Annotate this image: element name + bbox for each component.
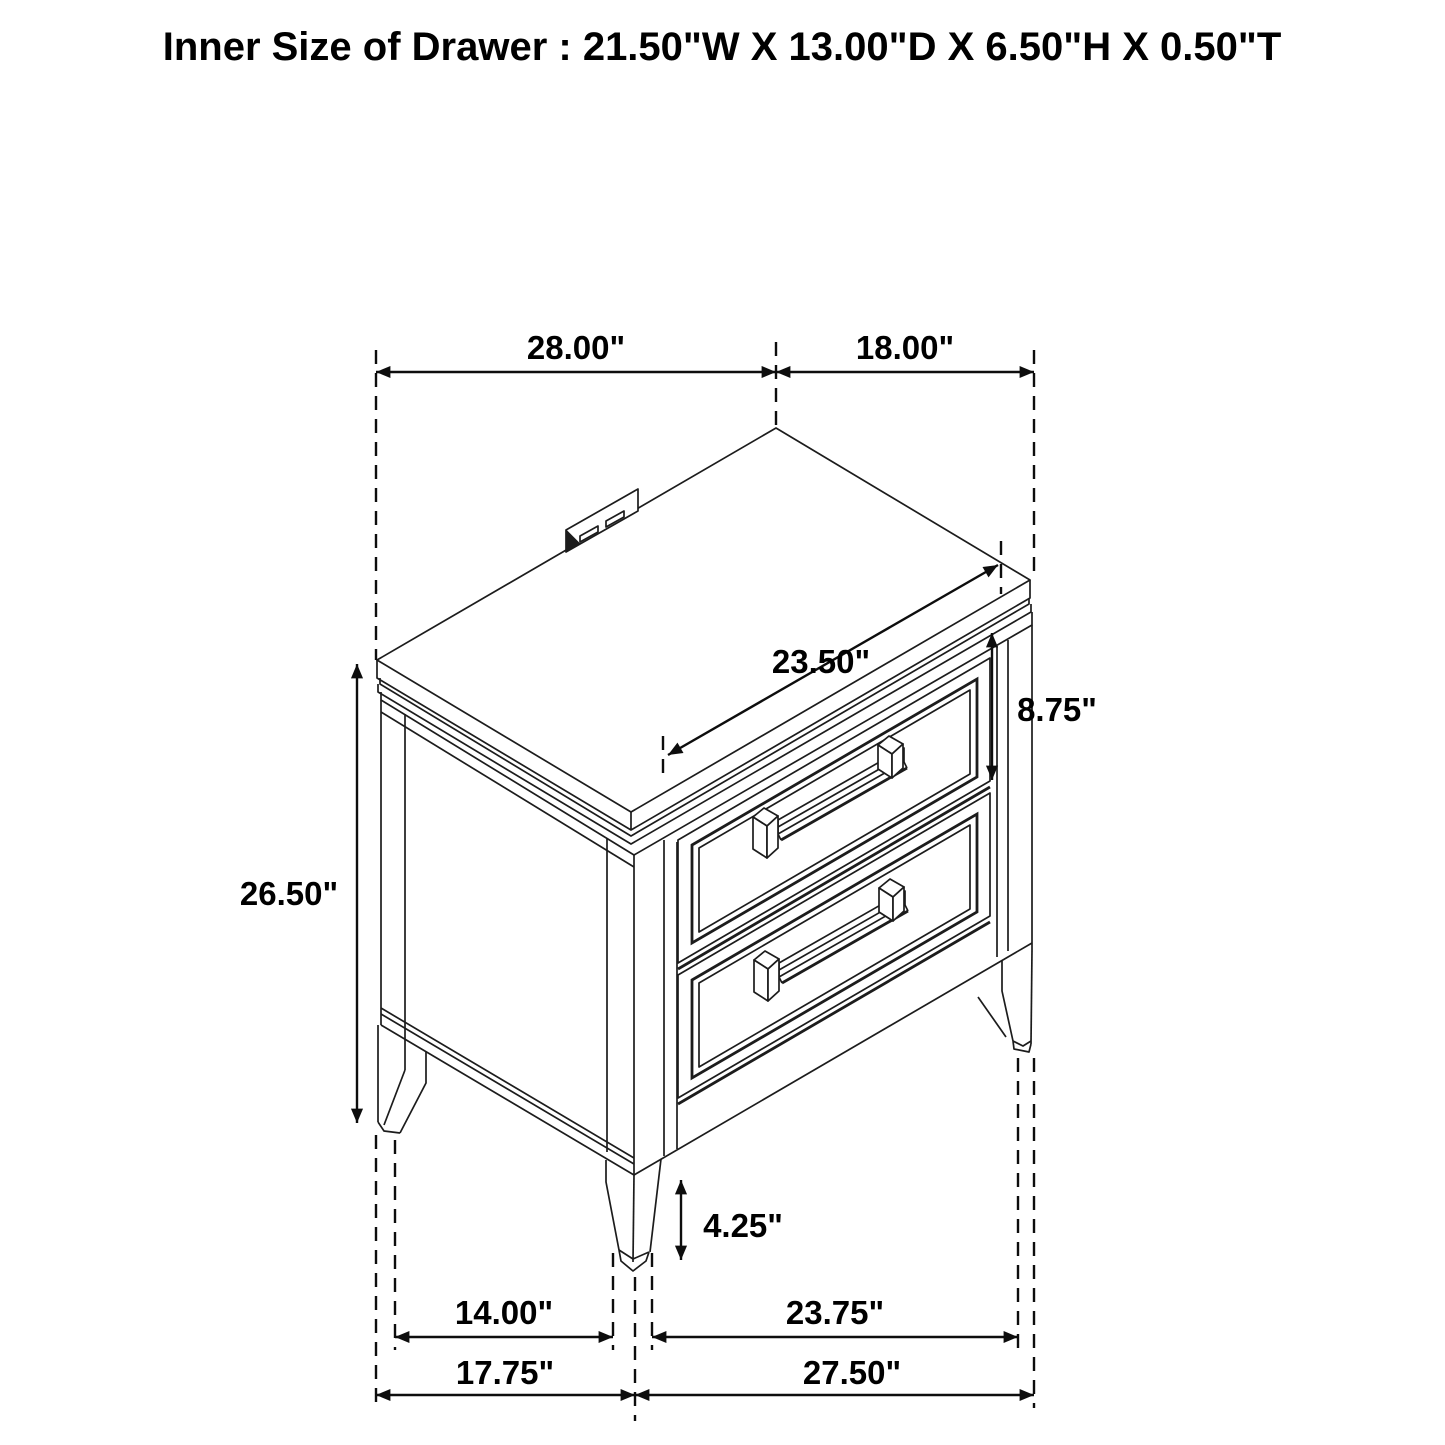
dim-label-top-depth: 18.00": [855, 329, 955, 366]
dim-label-base-side-inner: 14.00": [454, 1294, 554, 1331]
dim-label-base-front-inner: 23.75": [785, 1294, 885, 1331]
dim-label-top-width: 28.00": [526, 329, 626, 366]
dim-label-top-surface-width: 23.50": [771, 643, 871, 680]
dim-label-base-side-outer: 17.75": [455, 1354, 555, 1391]
diagram-title: Inner Size of Drawer : 21.50"W X 13.00"D X 6.50"H X 0.50"T: [162, 25, 1282, 69]
dim-label-overall-height: 26.50": [239, 875, 339, 912]
dim-label-leg-height: 4.25": [703, 1207, 783, 1244]
dim-label-base-front-outer: 27.50": [802, 1354, 902, 1391]
dim-label-drawer-front-height: 8.75": [1017, 691, 1097, 728]
